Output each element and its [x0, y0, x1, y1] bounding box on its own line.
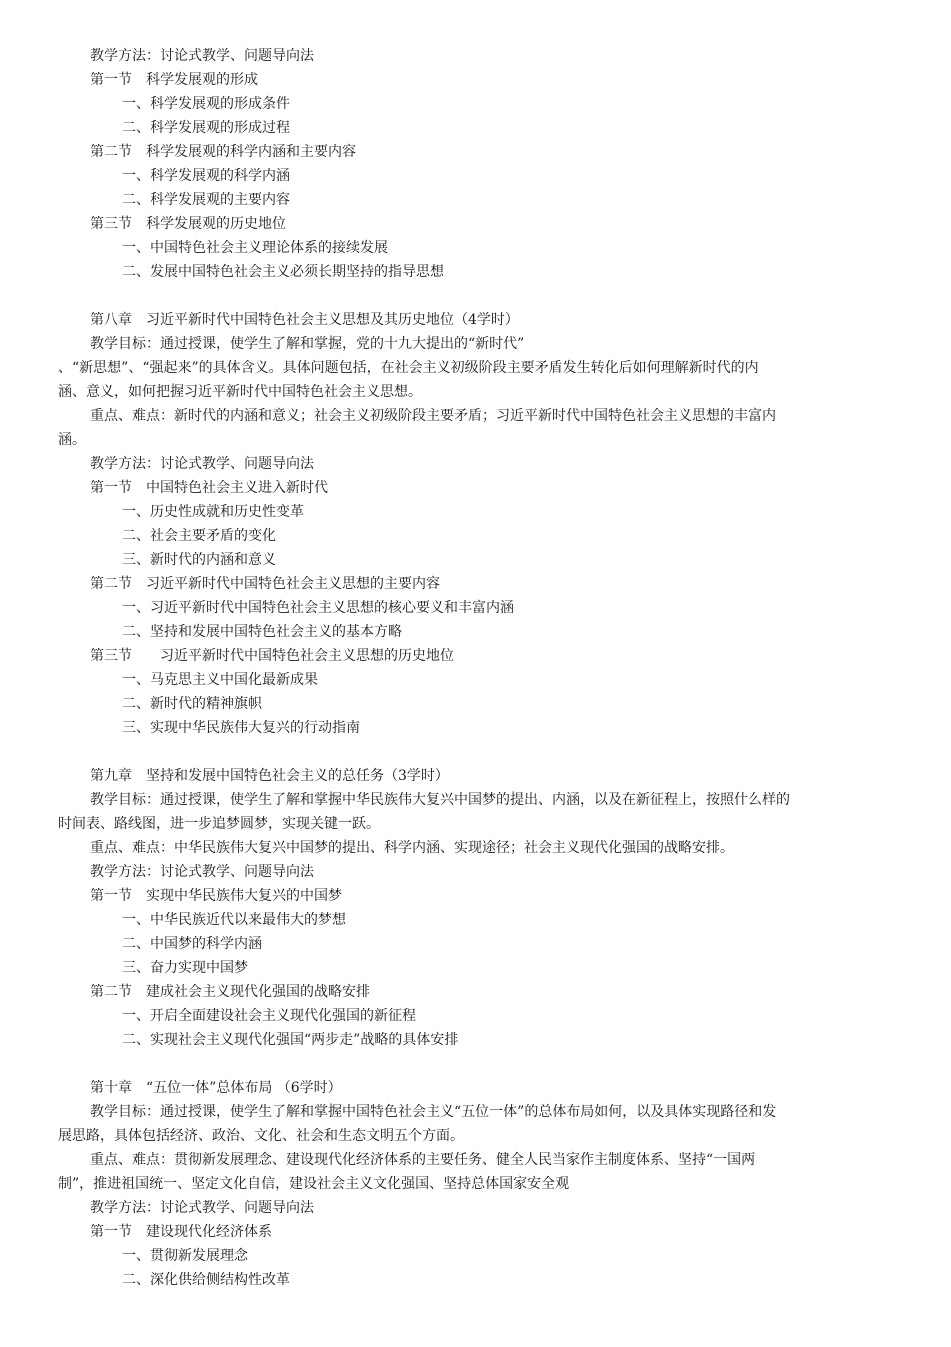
section-item: 一、科学发展观的科学内涵 [122, 168, 290, 184]
teaching-method: 教学方法：讨论式教学、问题导向法 [90, 48, 314, 64]
section-item: 一、开启全面建设社会主义现代化强国的新征程 [122, 1008, 416, 1024]
teaching-method: 教学方法：讨论式教学、问题导向法 [90, 1200, 314, 1216]
teaching-method: 教学方法：讨论式教学、问题导向法 [90, 864, 314, 880]
teaching-method: 教学方法：讨论式教学、问题导向法 [90, 456, 314, 472]
section-item: 一、马克思主义中国化最新成果 [122, 672, 318, 688]
section-item: 三、实现中华民族伟大复兴的行动指南 [122, 720, 360, 736]
section-heading: 第一节 科学发展观的形成 [90, 72, 258, 88]
section-item: 二、社会主要矛盾的变化 [122, 528, 276, 544]
section-item: 二、坚持和发展中国特色社会主义的基本方略 [122, 624, 402, 640]
spacer [58, 1052, 898, 1076]
chapter-title: 第九章 坚持和发展中国特色社会主义的总任务（3学时） [90, 768, 449, 784]
teaching-goal-cont: 涵、意义，如何把握习近平新时代中国特色社会主义思想。 [58, 384, 422, 400]
key-points-cont: 涵。 [58, 432, 86, 448]
teaching-goal: 教学目标：通过授课，使学生了解和掌握，党的十九大提出的“新时代” [90, 336, 525, 352]
section-item: 二、深化供给侧结构性改革 [122, 1272, 290, 1288]
key-points: 重点、难点：新时代的内涵和意义；社会主义初级阶段主要矛盾；习近平新时代中国特色社会主义思想的丰富内 [90, 408, 776, 424]
section-item: 二、科学发展观的形成过程 [122, 120, 290, 136]
chapter-title: 第八章 习近平新时代中国特色社会主义思想及其历史地位（4学时） [90, 312, 519, 328]
section-item: 一、习近平新时代中国特色社会主义思想的核心要义和丰富内涵 [122, 600, 514, 616]
key-points: 重点、难点：中华民族伟大复兴中国梦的提出、科学内涵、实现途径；社会主义现代化强国的战略安排。 [90, 840, 734, 856]
section-heading: 第二节 科学发展观的科学内涵和主要内容 [90, 144, 356, 160]
section-item: 一、科学发展观的形成条件 [122, 96, 290, 112]
section-heading: 第一节 中国特色社会主义进入新时代 [90, 480, 328, 496]
document-body [58, 44, 898, 1292]
section-item: 一、中国特色社会主义理论体系的接续发展 [122, 240, 388, 256]
spacer [58, 284, 898, 308]
spacer [58, 740, 898, 764]
section-item: 三、奋力实现中国梦 [122, 960, 248, 976]
section-item: 二、中国梦的科学内涵 [122, 936, 262, 952]
teaching-goal: 教学目标：通过授课，使学生了解和掌握中华民族伟大复兴中国梦的提出、内涵，以及在新征程上，按照什么样的 [90, 792, 790, 808]
teaching-goal-cont: 展思路，具体包括经济、政治、文化、社会和生态文明五个方面。 [58, 1128, 464, 1144]
section-item: 二、科学发展观的主要内容 [122, 192, 290, 208]
section-item: 二、实现社会主义现代化强国“两步走”战略的具体安排 [122, 1032, 459, 1048]
teaching-goal-cont: 、“新思想”、“强起来”的具体含义。具体问题包括，在社会主义初级阶段主要矛盾发生转化后如何理解新时代的内 [58, 360, 759, 376]
section-heading: 第三节 习近平新时代中国特色社会主义思想的历史地位 [90, 648, 454, 664]
section-heading: 第一节 实现中华民族伟大复兴的中国梦 [90, 888, 342, 904]
chapter-title: 第十章 “五位一体”总体布局 （6学时） [90, 1080, 342, 1096]
key-points-cont: 制”，推进祖国统一、坚定文化自信，建设社会主义文化强国、坚持总体国家安全观 [58, 1176, 570, 1192]
section-heading: 第二节 习近平新时代中国特色社会主义思想的主要内容 [90, 576, 440, 592]
section-item: 二、发展中国特色社会主义必须长期坚持的指导思想 [122, 264, 444, 280]
section-item: 一、贯彻新发展理念 [122, 1248, 248, 1264]
section-item: 一、历史性成就和历史性变革 [122, 504, 304, 520]
section-item: 一、中华民族近代以来最伟大的梦想 [122, 912, 346, 928]
section-item: 三、新时代的内涵和意义 [122, 552, 276, 568]
teaching-goal-cont: 时间表、路线图，进一步追梦圆梦，实现关键一跃。 [58, 816, 380, 832]
teaching-goal: 教学目标：通过授课，使学生了解和掌握中国特色社会主义“五位一体”的总体布局如何，以及具体实现路径和发 [90, 1104, 777, 1120]
section-heading: 第二节 建成社会主义现代化强国的战略安排 [90, 984, 370, 1000]
section-item: 二、新时代的精神旗帜 [122, 696, 262, 712]
key-points: 重点、难点：贯彻新发展理念、建设现代化经济体系的主要任务、健全人民当家作主制度体系、坚持“一国两 [90, 1152, 756, 1168]
section-heading: 第三节 科学发展观的历史地位 [90, 216, 286, 232]
section-heading: 第一节 建设现代化经济体系 [90, 1224, 272, 1240]
